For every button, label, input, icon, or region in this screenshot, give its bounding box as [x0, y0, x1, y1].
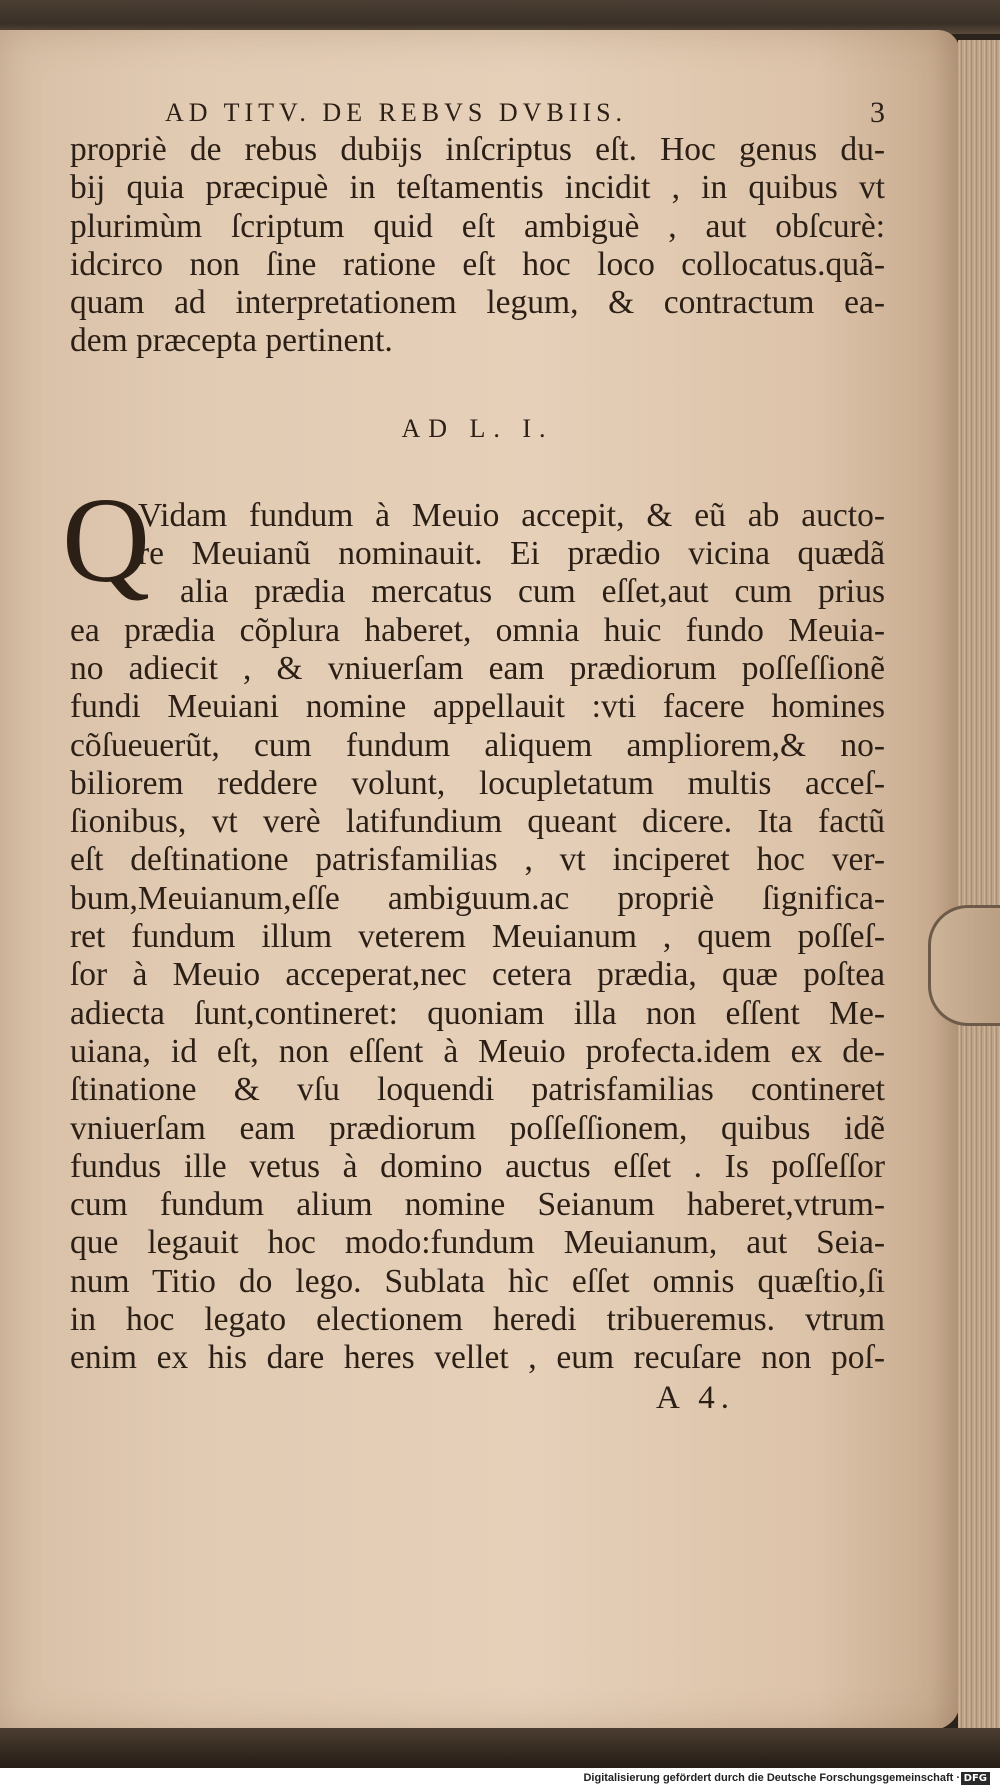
footer-strip: [0, 1768, 1000, 1791]
text-line: quam ad interpretationem legum, & contractum ea-: [70, 284, 885, 322]
intro-paragraph: [70, 131, 885, 361]
text-line: idcirco non ſine ratione eſt hoc loco collocatus.quã-: [70, 245, 885, 283]
text-line: bum,Meuianum,eſſe ambiguum.ac propriè ſignifica-: [70, 879, 885, 917]
text-line: ret fundum illum veterem Meuianum , quem poſſeſ-: [70, 918, 885, 956]
text-line: enim ex his dare heres vellet , eum recuſare non poſ-: [70, 1339, 885, 1377]
book-bottom-edge: [0, 1728, 1000, 1768]
text-line: fundus ille vetus à domino auctus eſſet . Is poſſeſſor: [70, 1147, 885, 1185]
text-line: fundi Meuiani nomine appellauit :vti facere homines: [70, 688, 885, 726]
text-line: ſionibus, vt verè latifundium queant dicere. Ita factũ: [70, 803, 885, 841]
text-line: propriè de rebus dubijs inſcriptus eſt. Hoc genus du-: [70, 131, 885, 168]
text-line: bij quia præcipuè in teſtamentis incidit , in quibus vt: [70, 169, 885, 207]
text-line: ea prædia cõplura haberet, omnia huic fundo Meuia-: [70, 611, 885, 649]
text-line: in hoc legato electionem heredi tribueremus. vtrum: [70, 1301, 885, 1339]
section-heading: AD L. I.: [401, 413, 554, 443]
text-line: plurimùm ſcriptum quid eſt ambiguè , aut obſcurè:: [70, 207, 885, 245]
signature-mark: A 4.: [655, 1379, 735, 1416]
text-line: adiecta ſunt,contineret: quoniam illa non eſſent Me-: [70, 994, 885, 1032]
text-line: vniuerſam eam prædiorum poſſeſſionem, quibus idẽ: [70, 1109, 885, 1147]
text-line: uiana, id eſt, non eſſent à Meuio profecta.idem ex de-: [70, 1032, 885, 1070]
text-line: dem præcepta pertinent.: [70, 322, 393, 360]
page-text: [62, 95, 885, 1418]
text-line: alia prædia mercatus cum eſſet,aut cum prius: [180, 573, 885, 611]
book-top-edge: [0, 0, 1000, 34]
drop-cap: Q: [62, 472, 151, 608]
page-fore-edge: [958, 40, 1000, 1730]
text-line: num Titio do lego. Sublata hìc eſſet omnis quæſtio,ſi: [70, 1262, 885, 1300]
dfg-logo: DFG: [961, 1772, 990, 1785]
text-line: eſt deſtinatione patrisfamilias , vt inciperet hoc ver-: [70, 841, 885, 879]
text-line: que legauit hoc modo:fundum Meuianum, aut Seia-: [70, 1224, 885, 1262]
text-line: biliorem reddere volunt, locupletatum multis acceſ-: [70, 764, 885, 802]
book-clasp: [928, 905, 1000, 1026]
text-line: ſtinatione & vſu loquendi patrisfamilias contineret: [70, 1071, 885, 1109]
page-number: 3: [870, 96, 885, 129]
running-head-title: AD TITV. DE REBVS DVBIIS.: [165, 98, 628, 127]
running-head: [165, 95, 885, 131]
text-line: cum fundum alium nomine Seianum haberet,vtrum-: [70, 1186, 885, 1224]
footer-credit: Digitalisierung gefördert durch die Deutsche Forschungsgemeinschaft ·: [583, 1772, 960, 1784]
text-line: ſor à Meuio acceperat,nec cetera prædia, quæ poſtea: [70, 956, 885, 994]
main-paragraph: [62, 472, 885, 1378]
text-line: cõſueuerũt, cum fundum aliquem ampliorem,& no-: [70, 726, 885, 764]
text-line: no adiecit , & vniuerſam eam prædiorum poſſeſſionẽ: [70, 649, 885, 687]
text-line: re Meuianũ nominauit. Ei prædio vicina quædã: [138, 535, 885, 573]
text-line: Vidam fundum à Meuio accepit, & eũ ab aucto-: [138, 496, 885, 534]
